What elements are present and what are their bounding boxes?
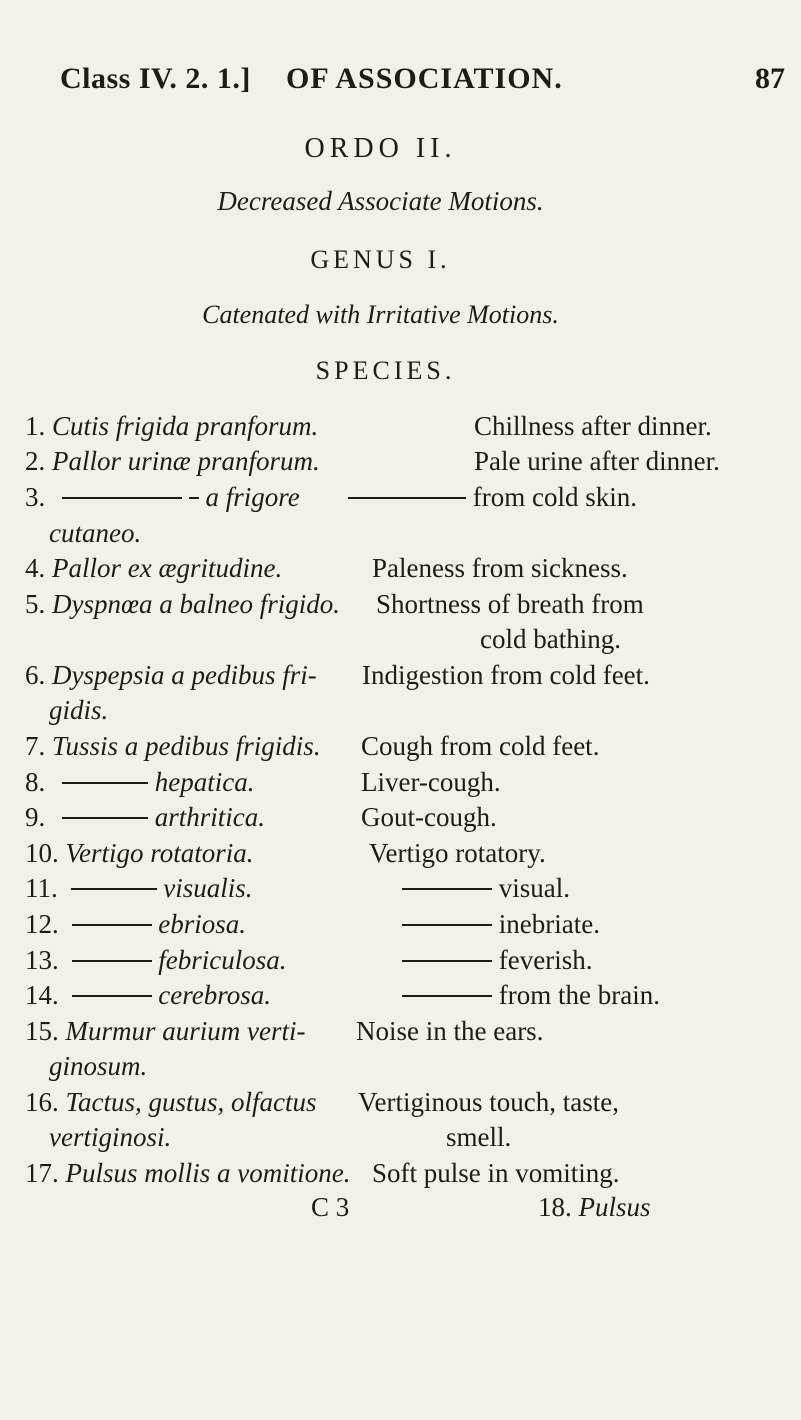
entry-number: 14. xyxy=(25,980,59,1010)
english-name-11: visual. xyxy=(402,873,570,903)
latin-name-3-cont: cutaneo. xyxy=(49,518,142,548)
latin-name-6-cont: gidis. xyxy=(49,695,109,725)
entry-number: 9. xyxy=(25,802,46,832)
entry-number: 10. xyxy=(25,838,59,868)
entry-number: 12. xyxy=(25,909,59,939)
english-name-10: Vertigo rotatory. xyxy=(369,838,546,868)
signature-mark: C 3 xyxy=(311,1192,350,1222)
species-entry-15 xyxy=(25,1016,305,1046)
english-name-15: Noise in the ears. xyxy=(356,1016,544,1046)
ditto-dash xyxy=(402,995,492,997)
ditto-dash xyxy=(72,995,152,997)
latin-name: Vertigo rotatoria. xyxy=(65,838,254,868)
species-entry-3 xyxy=(25,482,300,512)
entry-number: 2. xyxy=(25,446,46,476)
latin-name: cerebrosa. xyxy=(158,980,271,1010)
latin-name: visualis. xyxy=(163,873,253,903)
english-name-7: Cough from cold feet. xyxy=(361,731,600,761)
english-name-3: from cold skin. xyxy=(348,482,637,512)
english-name-5-cont: cold bathing. xyxy=(480,624,621,654)
entry-number: 15. xyxy=(25,1016,59,1046)
entry-number: 3. xyxy=(25,482,46,512)
entry-number: 16. xyxy=(25,1087,59,1117)
species-entry-14 xyxy=(25,980,271,1010)
latin-name: Tussis a pedibus frigidis. xyxy=(52,731,321,761)
ditto-dash xyxy=(62,782,148,784)
species-entry-17 xyxy=(25,1158,351,1188)
english-name-12: inebriate. xyxy=(402,909,600,939)
ditto-dash xyxy=(348,497,466,499)
english-name-9: Gout-cough. xyxy=(361,802,497,832)
entry-number: 11. xyxy=(25,873,58,903)
genus-title: GENUS I. xyxy=(310,245,451,274)
running-head-title: OF ASSOCIATION. xyxy=(286,62,563,95)
entry-number: 17. xyxy=(25,1158,59,1188)
ditto-dash xyxy=(402,888,492,890)
english-name-16-cont: smell. xyxy=(446,1122,512,1152)
english-name-8: Liver-cough. xyxy=(361,767,501,797)
latin-name: Pallor ex ægritudine. xyxy=(52,553,283,583)
latin-name: Pulsus mollis a vomitione. xyxy=(65,1158,351,1188)
english-name-17: Soft pulse in vomiting. xyxy=(372,1158,620,1188)
catchword: 18. Pulsus xyxy=(538,1192,651,1222)
entry-number: 4. xyxy=(25,553,46,583)
species-entry-5 xyxy=(25,589,340,619)
latin-name-15-cont: ginosum. xyxy=(49,1051,148,1081)
species-entry-13 xyxy=(25,945,287,975)
ditto-dash xyxy=(72,924,152,926)
latin-name: Dyspnœa a balneo frigido. xyxy=(52,589,340,619)
entry-number: 5. xyxy=(25,589,46,619)
entry-number: 6. xyxy=(25,660,46,690)
english-name-5: Shortness of breath from xyxy=(376,589,644,619)
ordo-title: ORDO II. xyxy=(304,133,457,164)
species-entry-8 xyxy=(25,767,254,797)
latin-name: Tactus, gustus, olfactus xyxy=(65,1087,317,1117)
entry-number: 8. xyxy=(25,767,46,797)
entry-number: 1. xyxy=(25,411,46,441)
entry-number: 7. xyxy=(25,731,46,761)
ditto-dash xyxy=(62,497,182,499)
latin-name: ebriosa. xyxy=(158,909,246,939)
english-name-16: Vertiginous touch, taste, xyxy=(358,1087,619,1117)
species-entry-7 xyxy=(25,731,321,761)
latin-name: Pallor urinæ pranforum. xyxy=(52,446,320,476)
species-entry-2 xyxy=(25,446,320,476)
latin-name: a frigore xyxy=(205,482,300,512)
latin-name-16-cont: vertiginosi. xyxy=(49,1122,172,1152)
running-head xyxy=(60,62,795,102)
ditto-dash xyxy=(402,960,492,962)
ditto-dash xyxy=(189,497,199,499)
latin-name: hepatica. xyxy=(154,767,255,797)
ordo-subtitle: Decreased Associate Motions. xyxy=(217,186,544,216)
latin-name: arthritica. xyxy=(154,802,266,832)
ditto-dash xyxy=(62,817,148,819)
genus-subtitle: Catenated with Irritative Motions. xyxy=(202,300,559,329)
latin-name: febriculosa. xyxy=(158,945,287,975)
latin-name: Cutis frigida pranforum. xyxy=(52,411,319,441)
ditto-dash xyxy=(402,924,492,926)
ditto-dash xyxy=(71,888,157,890)
english-name-2: Pale urine after dinner. xyxy=(474,446,720,476)
species-entry-11 xyxy=(25,873,253,903)
species-entry-9 xyxy=(25,802,265,832)
english-name-6: Indigestion from cold feet. xyxy=(362,660,650,690)
latin-name: Dyspepsia a pedibus fri- xyxy=(52,660,317,690)
species-entry-10 xyxy=(25,838,254,868)
entry-number: 13. xyxy=(25,945,59,975)
ditto-dash xyxy=(72,960,152,962)
page-number: 87 xyxy=(755,62,785,95)
english-name-4: Paleness from sickness. xyxy=(372,553,628,583)
english-name-14: from the brain. xyxy=(402,980,660,1010)
species-entry-6 xyxy=(25,660,317,690)
running-head-class: Class IV. 2. 1.] xyxy=(60,62,251,95)
english-name-13: feverish. xyxy=(402,945,592,975)
species-entry-12 xyxy=(25,909,246,939)
species-entry-16 xyxy=(25,1087,317,1117)
species-entry-1 xyxy=(25,411,318,441)
english-name-1: Chillness after dinner. xyxy=(474,411,712,441)
species-entry-4 xyxy=(25,553,282,583)
species-heading: SPECIES. xyxy=(315,356,456,385)
latin-name: Murmur aurium verti- xyxy=(65,1016,306,1046)
